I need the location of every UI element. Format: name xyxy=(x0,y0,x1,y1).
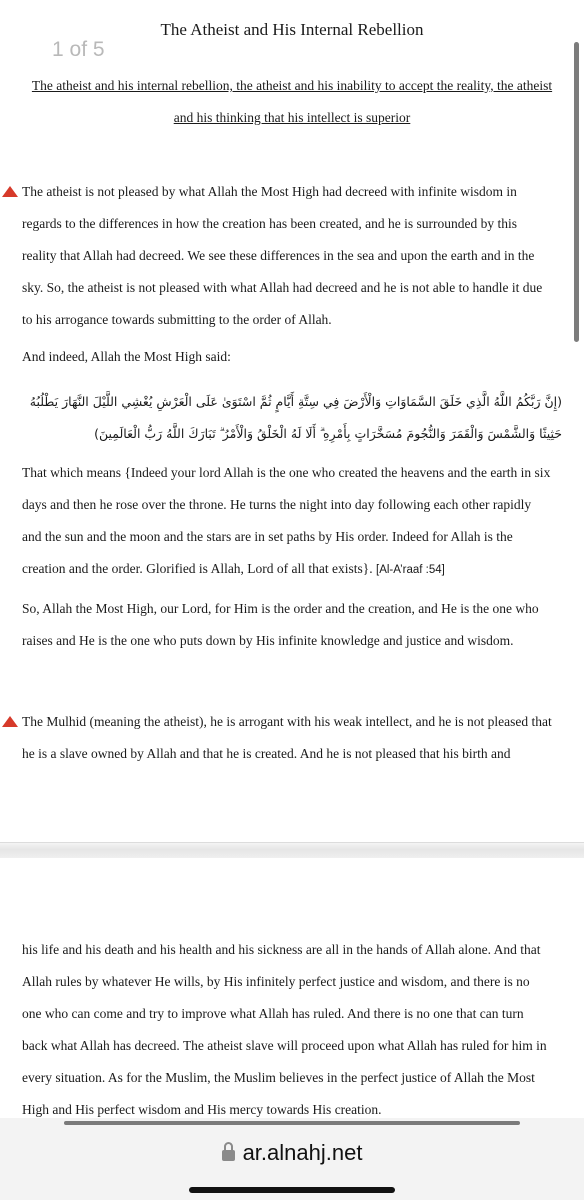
paragraph-6: his life and his death and his health and his sickness are all in the hands of Allah alone. And that Allah rules by whatever He wills, by His infinitely perfect justice and wisdom, and there is no one who can come and try to improve what Allah has ruled. And there is no one that can turn back what Allah has decreed. The atheist slave will proceed upon what Allah has ruled for him in every situation. As for the Muslim, the Muslim believes in the perfect justice of Allah the Most High and His perfect wisdom and His mercy towards His creation. xyxy=(22,942,547,1117)
paragraph-5-text: The Mulhid (meaning the atheist), he is arrogant with his weak intellect, and he is not pleased that he is a slave owned by Allah and that he is created. And he is not pleased that his birth and xyxy=(22,714,552,761)
paragraph-4: So, Allah the Most High, our Lord, for Him is the order and the creation, and He is the one who raises and He is the one who puts down by His infinite knowledge and justice and wisdom. xyxy=(22,601,539,648)
arabic-verse: (إِنَّ رَبَّكُمُ اللَّهُ الَّذِي خَلَقَ السَّمَاوَاتِ وَالْأَرْضَ فِي سِتَّةِ أَيَّامٍ ثُمَّ اسْتَوَىٰ عَلَى الْعَرْشِ يُغْشِي اللَّيْلَ النَّهَارَ يَطْلُبُهُ حَثِيثًا وَالشَّمْسَ وَالْقَمَرَ وَالنُّجُومَ مُسَخَّرَاتٍ بِأَمْرِهِ ۗ أَلَا لَهُ الْخَلْقُ وَالْأَمْرُ ۗ تَبَارَكَ اللَّهُ رَبُّ الْعَالَمِينَ) xyxy=(29,394,562,441)
page-indicator: 1 of 5 xyxy=(52,38,105,61)
pdf-page-2 xyxy=(0,858,584,1118)
address-bar[interactable] xyxy=(0,1140,584,1166)
paragraph-1-text: The atheist is not pleased by what Allah the Most High had decreed with infinite wisdom in regards to the differences in how the creation has been created, and he is surrounded by this reality that Allah had decreed. We see these differences in the sea and upon the earth and in the sky. So, the atheist is not pleased with what Allah had decreed and he is not able to handle it due to his arrogance towards submitting to the order of Allah. xyxy=(22,184,543,327)
page-load-progress xyxy=(64,1121,520,1125)
scrollbar[interactable] xyxy=(574,42,579,342)
paragraph-3 xyxy=(22,457,552,586)
verse-reference: [Al-A’raaf :54] xyxy=(376,564,445,576)
document-subtitle: The atheist and his internal rebellion, the atheist and his inability to accept the reality, the atheist and his thinking that his intellect is superior xyxy=(31,78,553,125)
lock-icon xyxy=(222,1150,235,1161)
red-triangle-icon xyxy=(2,186,18,197)
paragraph-2: And indeed, Allah the Most High said: xyxy=(22,349,231,364)
paragraph-1 xyxy=(22,176,552,336)
paragraph-5 xyxy=(22,706,552,770)
home-indicator xyxy=(189,1187,395,1193)
paragraph-3-text: That which means {Indeed your lord Allah is the one who created the heavens and the earth in six days and then he rose over the throne. He turns the night into day following each other rapidly and the sun and the moon and the stars are in set paths by His order. Indeed for Allah is the creation and the order. Glorified is Allah, Lord of all that exists}. xyxy=(22,465,551,576)
document-title: The Atheist and His Internal Rebellion xyxy=(160,20,424,39)
url-text[interactable]: ar.alnahj.net xyxy=(242,1140,363,1165)
red-triangle-icon xyxy=(2,716,18,727)
